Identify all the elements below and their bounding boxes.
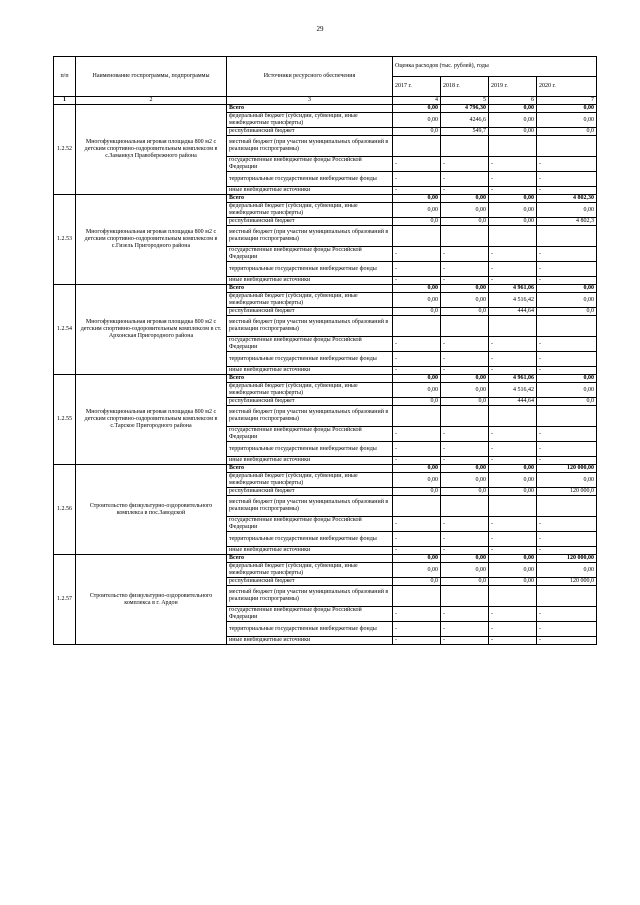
value-cell: 0,0	[393, 308, 441, 316]
dash-cell: -	[489, 622, 537, 637]
value-cell: 0,00	[489, 488, 537, 496]
value-cell: 0,00	[393, 285, 441, 293]
header-col-estimate: Оценка расходов (тыс. рублей), годы	[393, 57, 597, 77]
value-cell: 120 000,00	[537, 555, 597, 563]
source-label: республиканский бюджет	[227, 308, 393, 316]
value-cell: 0,00	[489, 128, 537, 136]
dash-cell: -	[489, 157, 537, 172]
empty-cell	[489, 406, 537, 427]
source-label: федеральный бюджет (субсидии, субвенции, иные межбюджетные трансферты)	[227, 383, 393, 398]
dash-cell: -	[537, 457, 597, 465]
budget-table	[53, 56, 597, 645]
page-number: 29	[316, 25, 324, 33]
value-cell: 0,00	[489, 465, 537, 473]
table-row	[54, 375, 597, 383]
value-cell: 0,00	[537, 113, 597, 128]
dash-cell: -	[393, 607, 441, 622]
source-label: Всего	[227, 285, 393, 293]
source-label: иные внебюджетные источники	[227, 277, 393, 285]
source-label: государственные внебюджетные фонды Российской Федерации	[227, 427, 393, 442]
item-name: Строительство физкультурно-оздоровительного комплекса в г. Ардон	[76, 555, 227, 645]
dash-cell: -	[393, 247, 441, 262]
dash-cell: -	[393, 517, 441, 532]
header-number: 3	[227, 97, 393, 105]
item-number: 1.2.53	[54, 195, 76, 285]
empty-cell	[393, 226, 441, 247]
dash-cell: -	[441, 607, 489, 622]
dash-cell: -	[393, 622, 441, 637]
value-cell: 0,00	[393, 105, 441, 113]
header-number: 1	[54, 97, 76, 105]
dash-cell: -	[489, 337, 537, 352]
dash-cell: -	[441, 337, 489, 352]
value-cell: 0,0	[441, 218, 489, 226]
dash-cell: -	[489, 442, 537, 457]
source-label: территориальные государственные внебюджетные фонды	[227, 622, 393, 637]
empty-cell	[393, 496, 441, 517]
value-cell: 0,00	[489, 105, 537, 113]
source-label: иные внебюджетные источники	[227, 187, 393, 195]
dash-cell: -	[489, 637, 537, 645]
value-cell: 0,00	[489, 555, 537, 563]
value-cell: 4 802,3	[537, 218, 597, 226]
value-cell: 4246,6	[441, 113, 489, 128]
item-name: Многофункциональная игровая площадка 800 м2 с детским спортивно-оздоровительным комплексом в ст. Архонская Пригородного района	[76, 285, 227, 375]
source-label: республиканский бюджет	[227, 218, 393, 226]
source-label: федеральный бюджет (субсидии, субвенции, иные межбюджетные трансферты)	[227, 113, 393, 128]
source-label: государственные внебюджетные фонды Российской Федерации	[227, 337, 393, 352]
empty-cell	[489, 316, 537, 337]
value-cell: 120 000,0	[537, 488, 597, 496]
dash-cell: -	[489, 172, 537, 187]
dash-cell: -	[441, 457, 489, 465]
source-label: Всего	[227, 375, 393, 383]
value-cell: 0,00	[393, 195, 441, 203]
value-cell: 4 802,30	[537, 195, 597, 203]
header-number: 7	[537, 97, 597, 105]
value-cell: 4 796,30	[441, 105, 489, 113]
dash-cell: -	[393, 337, 441, 352]
value-cell: 549,7	[441, 128, 489, 136]
value-cell: 0,00	[393, 375, 441, 383]
value-cell: 0,0	[393, 578, 441, 586]
empty-cell	[393, 406, 441, 427]
item-name: Многофункциональная игровая площадка 800 м2 с детским спортивно-оздоровительным комплексом в с.Тарское Пригородного района	[76, 375, 227, 465]
source-label: республиканский бюджет	[227, 488, 393, 496]
empty-cell	[441, 316, 489, 337]
value-cell: 0,00	[489, 578, 537, 586]
value-cell: 4 961,06	[489, 375, 537, 383]
source-label: территориальные государственные внебюджетные фонды	[227, 262, 393, 277]
dash-cell: -	[441, 532, 489, 547]
empty-cell	[441, 496, 489, 517]
source-label: федеральный бюджет (субсидии, субвенции, иные межбюджетные трансферты)	[227, 563, 393, 578]
table-row	[54, 195, 597, 203]
dash-cell: -	[537, 262, 597, 277]
item-name: Строительство физкультурно-оздоровительного комплекса в пос.Заводской	[76, 465, 227, 555]
header-number: 4	[393, 97, 441, 105]
source-label: Всего	[227, 555, 393, 563]
source-label: территориальные государственные внебюджетные фонды	[227, 532, 393, 547]
dash-cell: -	[393, 352, 441, 367]
dash-cell: -	[393, 637, 441, 645]
value-cell: 0,0	[441, 488, 489, 496]
source-label: местный бюджет (при участии муниципальных образований в реализации госпрограммы)	[227, 136, 393, 157]
dash-cell: -	[441, 247, 489, 262]
dash-cell: -	[537, 277, 597, 285]
value-cell: 4 516,42	[489, 293, 537, 308]
source-label: Всего	[227, 195, 393, 203]
empty-cell	[489, 586, 537, 607]
value-cell: 0,00	[441, 383, 489, 398]
value-cell: 0,0	[537, 308, 597, 316]
value-cell: 0,00	[393, 383, 441, 398]
table-row	[54, 285, 597, 293]
source-label: территориальные государственные внебюджетные фонды	[227, 172, 393, 187]
dash-cell: -	[393, 172, 441, 187]
dash-cell: -	[441, 517, 489, 532]
dash-cell: -	[537, 442, 597, 457]
dash-cell: -	[537, 547, 597, 555]
value-cell: 0,0	[393, 398, 441, 406]
dash-cell: -	[537, 337, 597, 352]
value-cell: 0,00	[537, 203, 597, 218]
source-label: республиканский бюджет	[227, 398, 393, 406]
value-cell: 0,00	[489, 203, 537, 218]
dash-cell: -	[537, 247, 597, 262]
dash-cell: -	[393, 157, 441, 172]
header-year-2017: 2017 г.	[393, 77, 441, 97]
value-cell: 444,64	[489, 398, 537, 406]
source-label: иные внебюджетные источники	[227, 547, 393, 555]
empty-cell	[489, 136, 537, 157]
value-cell: 0,00	[537, 383, 597, 398]
source-label: иные внебюджетные источники	[227, 637, 393, 645]
dash-cell: -	[537, 157, 597, 172]
empty-cell	[537, 316, 597, 337]
header-col-source: Источники ресурсного обеспечения	[227, 57, 393, 97]
empty-cell	[537, 496, 597, 517]
value-cell: 0,00	[489, 113, 537, 128]
value-cell: 0,0	[537, 398, 597, 406]
source-label: государственные внебюджетные фонды Российской Федерации	[227, 247, 393, 262]
budget-table-body	[54, 105, 597, 645]
dash-cell: -	[441, 352, 489, 367]
dash-cell: -	[489, 352, 537, 367]
dash-cell: -	[489, 547, 537, 555]
empty-cell	[441, 136, 489, 157]
source-label: федеральный бюджет (субсидии, субвенции, иные межбюджетные трансферты)	[227, 203, 393, 218]
header-col-no: п/п	[54, 57, 76, 97]
source-label: местный бюджет (при участии муниципальных образований в реализации госпрограммы)	[227, 406, 393, 427]
source-label: местный бюджет (при участии муниципальных образований в реализации госпрограммы)	[227, 316, 393, 337]
dash-cell: -	[393, 442, 441, 457]
source-label: государственные внебюджетные фонды Российской Федерации	[227, 517, 393, 532]
value-cell: 0,00	[441, 465, 489, 473]
source-label: республиканский бюджет	[227, 128, 393, 136]
header-year-2019: 2019 г.	[489, 77, 537, 97]
value-cell: 0,00	[537, 473, 597, 488]
dash-cell: -	[441, 187, 489, 195]
value-cell: 0,0	[441, 398, 489, 406]
dash-cell: -	[537, 352, 597, 367]
source-label: государственные внебюджетные фонды Российской Федерации	[227, 157, 393, 172]
dash-cell: -	[489, 187, 537, 195]
dash-cell: -	[441, 367, 489, 375]
dash-cell: -	[441, 547, 489, 555]
value-cell: 0,00	[489, 218, 537, 226]
value-cell: 0,00	[441, 563, 489, 578]
dash-cell: -	[441, 427, 489, 442]
dash-cell: -	[489, 427, 537, 442]
empty-cell	[441, 586, 489, 607]
source-label: республиканский бюджет	[227, 578, 393, 586]
item-number: 1.2.57	[54, 555, 76, 645]
value-cell: 0,00	[441, 555, 489, 563]
dash-cell: -	[489, 517, 537, 532]
source-label: территориальные государственные внебюджетные фонды	[227, 352, 393, 367]
header-year-2018: 2018 г.	[441, 77, 489, 97]
value-cell: 0,0	[537, 128, 597, 136]
source-label: местный бюджет (при участии муниципальных образований в реализации госпрограммы)	[227, 586, 393, 607]
dash-cell: -	[441, 637, 489, 645]
value-cell: 120 000,00	[537, 465, 597, 473]
value-cell: 0,0	[441, 308, 489, 316]
value-cell: 0,00	[393, 555, 441, 563]
dash-cell: -	[393, 547, 441, 555]
dash-cell: -	[489, 277, 537, 285]
dash-cell: -	[537, 187, 597, 195]
value-cell: 0,00	[537, 375, 597, 383]
value-cell: 444,64	[489, 308, 537, 316]
value-cell: 0,00	[393, 473, 441, 488]
dash-cell: -	[441, 622, 489, 637]
dash-cell: -	[441, 262, 489, 277]
value-cell: 0,00	[393, 293, 441, 308]
source-label: территориальные государственные внебюджетные фонды	[227, 442, 393, 457]
dash-cell: -	[441, 157, 489, 172]
value-cell: 0,00	[441, 293, 489, 308]
source-label: государственные внебюджетные фонды Российской Федерации	[227, 607, 393, 622]
dash-cell: -	[393, 457, 441, 465]
value-cell: 0,00	[441, 285, 489, 293]
dash-cell: -	[441, 277, 489, 285]
dash-cell: -	[489, 607, 537, 622]
item-number: 1.2.52	[54, 105, 76, 195]
value-cell: 0,00	[537, 105, 597, 113]
header-number: 5	[441, 97, 489, 105]
empty-cell	[537, 226, 597, 247]
dash-cell: -	[537, 172, 597, 187]
source-label: федеральный бюджет (субсидии, субвенции, иные межбюджетные трансферты)	[227, 473, 393, 488]
empty-cell	[537, 586, 597, 607]
dash-cell: -	[537, 517, 597, 532]
value-cell: 0,00	[393, 563, 441, 578]
value-cell: 0,00	[393, 203, 441, 218]
dash-cell: -	[537, 367, 597, 375]
source-label: федеральный бюджет (субсидии, субвенции, иные межбюджетные трансферты)	[227, 293, 393, 308]
value-cell: 0,00	[489, 473, 537, 488]
empty-cell	[489, 496, 537, 517]
value-cell: 0,00	[489, 563, 537, 578]
dash-cell: -	[393, 277, 441, 285]
empty-cell	[537, 136, 597, 157]
value-cell: 0,00	[441, 375, 489, 383]
dash-cell: -	[393, 532, 441, 547]
dash-cell: -	[537, 622, 597, 637]
value-cell: 120 000,0	[537, 578, 597, 586]
value-cell: 0,00	[441, 203, 489, 218]
dash-cell: -	[393, 262, 441, 277]
source-label: Всего	[227, 465, 393, 473]
dash-cell: -	[489, 262, 537, 277]
empty-cell	[441, 406, 489, 427]
empty-cell	[393, 316, 441, 337]
dash-cell: -	[441, 442, 489, 457]
dash-cell: -	[441, 172, 489, 187]
value-cell: 0,00	[537, 293, 597, 308]
source-label: Всего	[227, 105, 393, 113]
empty-cell	[489, 226, 537, 247]
dash-cell: -	[489, 532, 537, 547]
header-number: 2	[76, 97, 227, 105]
item-number: 1.2.56	[54, 465, 76, 555]
value-cell: 0,0	[393, 218, 441, 226]
item-name: Многофункциональная игровая площадка 800 м2 с детским спортивно-оздоровительным комплексом в с.Гизель Пригородного района	[76, 195, 227, 285]
empty-cell	[393, 586, 441, 607]
dash-cell: -	[393, 367, 441, 375]
value-cell: 0,0	[441, 578, 489, 586]
dash-cell: -	[489, 457, 537, 465]
source-label: местный бюджет (при участии муниципальных образований в реализации госпрограммы)	[227, 226, 393, 247]
value-cell: 0,00	[393, 465, 441, 473]
value-cell: 4 961,06	[489, 285, 537, 293]
table-row	[54, 465, 597, 473]
value-cell: 0,00	[393, 113, 441, 128]
value-cell: 0,00	[489, 195, 537, 203]
table-row	[54, 105, 597, 113]
item-name: Многофункциональная игровая площадка 800 м2 с детским спортивно-оздоровительным комплексом в с.Заманкул Правобережного района	[76, 105, 227, 195]
value-cell: 0,0	[393, 488, 441, 496]
value-cell: 0,0	[393, 128, 441, 136]
table-row	[54, 555, 597, 563]
value-cell: 0,00	[537, 285, 597, 293]
dash-cell: -	[489, 247, 537, 262]
dash-cell: -	[393, 187, 441, 195]
dash-cell: -	[393, 427, 441, 442]
item-number: 1.2.54	[54, 285, 76, 375]
dash-cell: -	[537, 532, 597, 547]
empty-cell	[393, 136, 441, 157]
source-label: местный бюджет (при участии муниципальных образований в реализации госпрограммы)	[227, 496, 393, 517]
header-col-name: Наименование госпрограммы, подпрограммы	[76, 57, 227, 97]
value-cell: 4 516,42	[489, 383, 537, 398]
dash-cell: -	[537, 607, 597, 622]
dash-cell: -	[537, 637, 597, 645]
empty-cell	[537, 406, 597, 427]
dash-cell: -	[537, 427, 597, 442]
empty-cell	[441, 226, 489, 247]
item-number: 1.2.55	[54, 375, 76, 465]
header-number: 6	[489, 97, 537, 105]
value-cell: 0,00	[441, 473, 489, 488]
source-label: иные внебюджетные источники	[227, 367, 393, 375]
dash-cell: -	[489, 367, 537, 375]
header-year-2020: 2020 г.	[537, 77, 597, 97]
value-cell: 0,00	[537, 563, 597, 578]
value-cell: 0,00	[441, 195, 489, 203]
source-label: иные внебюджетные источники	[227, 457, 393, 465]
